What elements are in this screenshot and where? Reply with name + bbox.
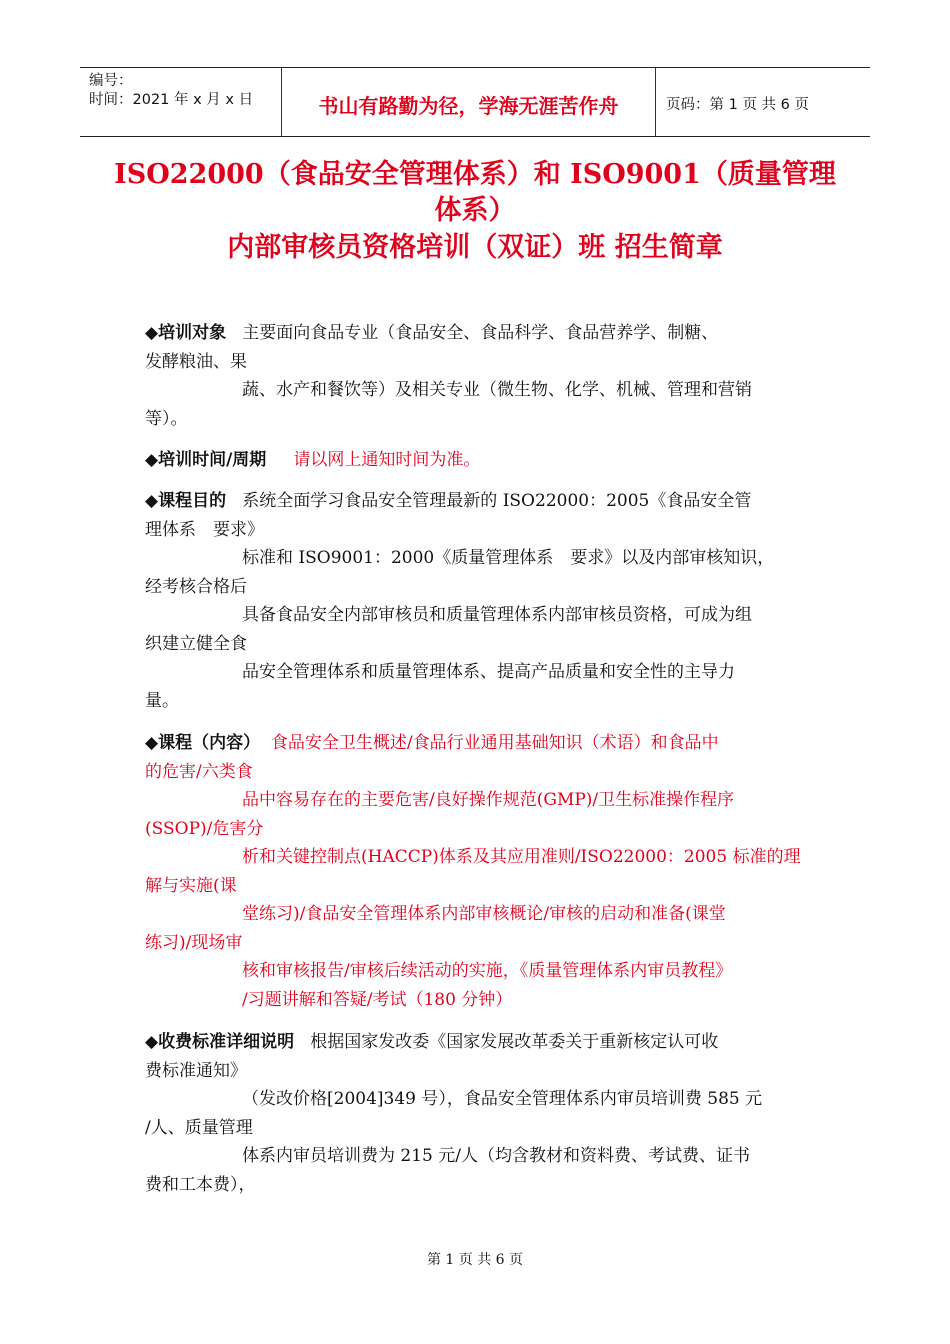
section-target-text: 发酵粮油、果 (145, 351, 247, 372)
doc-number-label: 编号： (89, 73, 133, 89)
section-goal (145, 487, 815, 715)
page-footer: 第 1 页 共 6 页 (426, 1252, 524, 1268)
section-goal-label: ◆课程目的 (145, 491, 227, 511)
section-target-text: 等）。 (145, 408, 188, 429)
document-header (80, 67, 870, 137)
section-course-text: 析和关键控制点(HACCP)体系及其应用准则/ISO22000：2005 标准的理 (242, 847, 801, 867)
doc-time-label: 时间：2021 年 x 月 x 日 (89, 92, 254, 108)
title-line-2: 体系） (434, 195, 516, 226)
section-course-text: 堂练习)/食品安全管理体系内部审核概论/审核的启动和准备(课堂 (242, 904, 726, 924)
section-fee-text: 费标准通知》 (145, 1060, 247, 1081)
section-target-label: ◆培训对象 (145, 323, 227, 343)
section-course-text: 的危害/六类食 (145, 761, 253, 782)
section-fee (145, 1028, 815, 1199)
section-course-label: ◆课程（内容） (145, 733, 261, 753)
section-goal-text: 具备食品安全内部审核员和质量管理体系内部审核员资格，可成为组 (242, 605, 752, 625)
header-page-info: 页码：第 1 页 共 6 页 (666, 97, 809, 113)
section-fee-label: ◆收费标准详细说明 (145, 1032, 295, 1052)
section-course-text: 练习)/现场审 (145, 932, 243, 953)
title-line-1: ISO22000（食品安全管理体系）和 ISO9001（质量管理 (114, 159, 836, 190)
section-goal-text: 系统全面学习食品安全管理最新的 ISO22000：2005《食品安全管 (242, 491, 752, 511)
section-target (145, 319, 815, 433)
section-fee-text: 体系内审员培训费为 215 元/人（均含教材和资料费、考试费、证书 (242, 1146, 750, 1166)
section-course-text: 品中容易存在的主要危害/良好操作规范(GMP)/卫生标准操作程序 (242, 790, 735, 810)
section-course-text: 食品安全卫生概述/食品行业通用基础知识（术语）和食品中 (270, 733, 719, 753)
header-motto: 书山有路勤为径，学海无涯苦作舟 (282, 68, 656, 136)
section-fee-text: 根据国家发改委《国家发展改革委关于重新核定认可收 (310, 1032, 719, 1052)
title-line-3: 内部审核员资格培训（双证）班 招生简章 (227, 232, 723, 263)
section-goal-text: 品安全管理体系和质量管理体系、提高产品质量和安全性的主导力 (242, 662, 735, 682)
section-course-text: /习题讲解和答疑/考试（180 分钟） (242, 989, 513, 1010)
section-target-text: 主要面向食品专业（食品安全、食品科学、食品营养学、制糖、 (242, 323, 719, 343)
section-fee-text: （发改价格[2004]349 号），食品安全管理体系内审员培训费 585 元 (242, 1089, 763, 1109)
header-meta (80, 68, 282, 136)
section-fee-text: /人、质量管理 (145, 1117, 253, 1138)
section-course-text: 解与实施(课 (145, 875, 237, 896)
section-goal-text: 标准和 ISO9001：2000《质量管理体系 要求》以及内部审核知识， (242, 548, 775, 568)
section-fee-text: 费和工本费）， (145, 1174, 256, 1195)
section-time (145, 446, 815, 475)
section-course-text: (SSOP)/危害分 (145, 818, 264, 839)
section-course-text: 核和审核报告/审核后续活动的实施，《质量管理体系内审员教程》 (242, 961, 733, 981)
section-goal-text: 理体系 要求》 (145, 519, 264, 540)
section-goal-text: 经考核合格后 (145, 576, 247, 597)
section-time-text: 请以网上通知时间为准。 (293, 450, 481, 470)
section-time-label: ◆培训时间/周期 (145, 450, 267, 470)
section-goal-text: 量。 (145, 690, 179, 711)
section-goal-text: 织建立健全食 (145, 633, 247, 654)
section-course (145, 729, 815, 1014)
section-target-text: 蔬、水产和餐饮等）及相关专业（微生物、化学、机械、管理和营销 (242, 380, 752, 400)
